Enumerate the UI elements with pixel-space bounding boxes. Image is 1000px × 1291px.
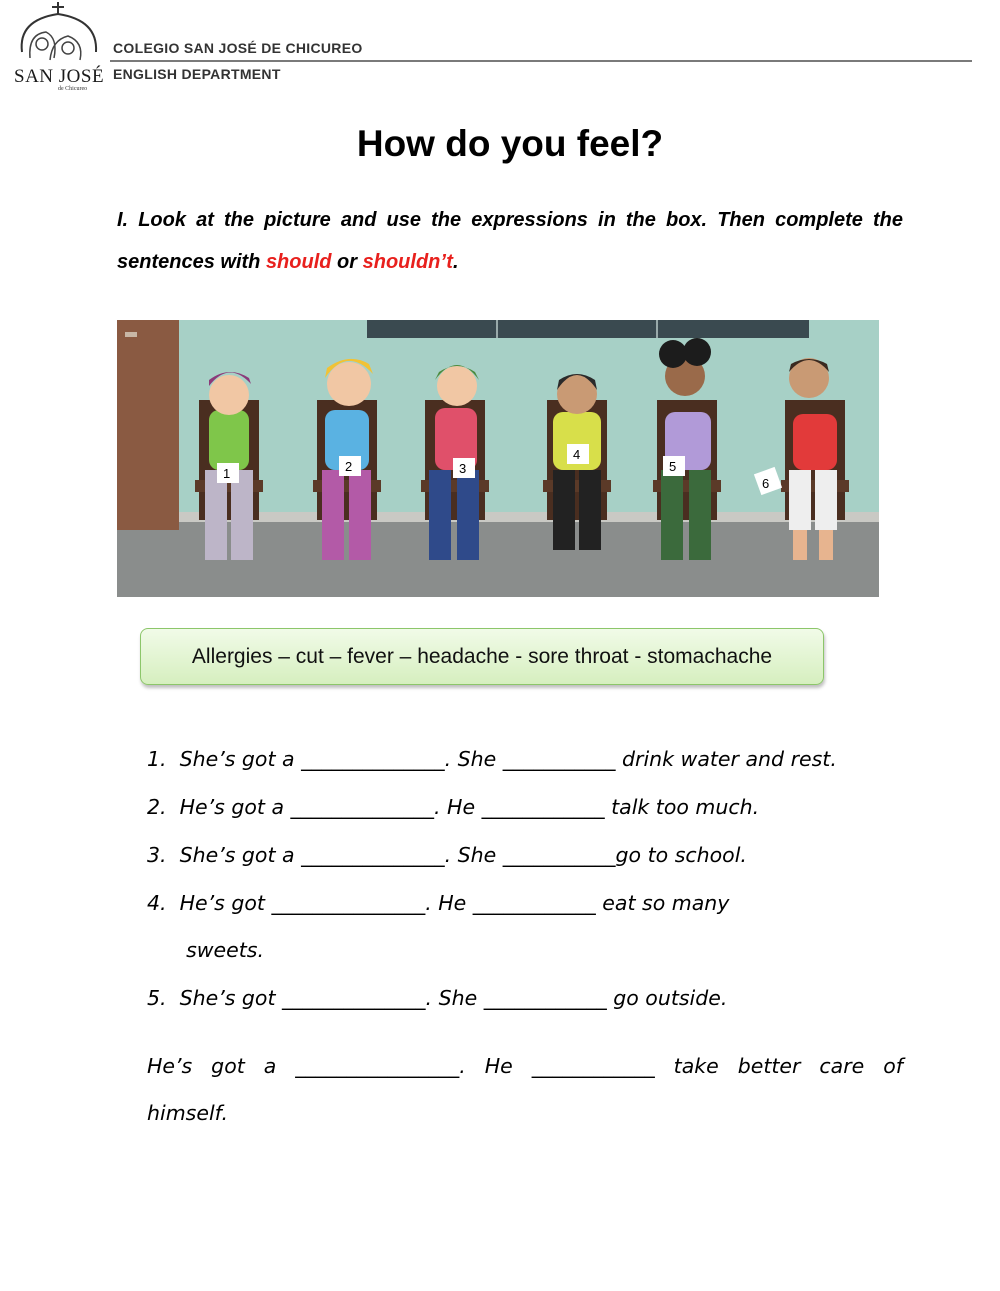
page-title: How do you feel? — [356, 123, 664, 164]
card-number-2: 2 — [345, 459, 353, 474]
card-number-1: 1 — [223, 466, 231, 481]
instruction-end: . — [452, 251, 459, 273]
instructions — [117, 199, 903, 283]
sentence-4: 4. He’s got _______________. He ____________ eat so many — [147, 891, 730, 915]
classroom-illustration — [117, 320, 879, 597]
sentence-3: 3. She’s got a ______________. She ___________go to school. — [147, 843, 747, 867]
card-number-6: 6 — [762, 476, 770, 491]
sentence-5: 5. She’s got ______________. She ____________ go outside. — [147, 986, 728, 1010]
sentence-2: 2. He’s got a ______________. He ____________ talk too much. — [147, 795, 760, 819]
header-divider — [110, 60, 972, 62]
sentence-6-line-1: He’s got a ________________. He ____________ take better care of — [147, 1054, 903, 1078]
instruction-text: I. Look at the picture and use the expressions in the box. Then complete the sentences with — [117, 209, 903, 273]
logo-subtext: de Chicureo — [58, 86, 88, 92]
sentence-4-continuation: sweets. — [147, 938, 265, 962]
logo-text: SAN JOSÉ — [14, 66, 105, 87]
sentence-1: 1. She’s got a ______________. She ___________ drink water and rest. — [147, 747, 837, 771]
keyword-should: should — [265, 251, 332, 273]
department-name: ENGLISH DEPARTMENT — [113, 66, 281, 82]
page-header — [0, 0, 1000, 100]
keyword-shouldnt: shouldn’t — [362, 251, 453, 273]
card-number-3: 3 — [459, 461, 467, 476]
school-name: COLEGIO SAN JOSÉ DE CHICUREO — [113, 40, 363, 56]
word-box: Allergies – cut – fever – headache - sore throat - stomachache — [140, 628, 824, 685]
card-number-4: 4 — [573, 447, 581, 462]
instruction-or: or — [331, 251, 363, 273]
card-number-5: 5 — [669, 459, 677, 474]
sentence-6-line-2: himself. — [147, 1101, 229, 1125]
